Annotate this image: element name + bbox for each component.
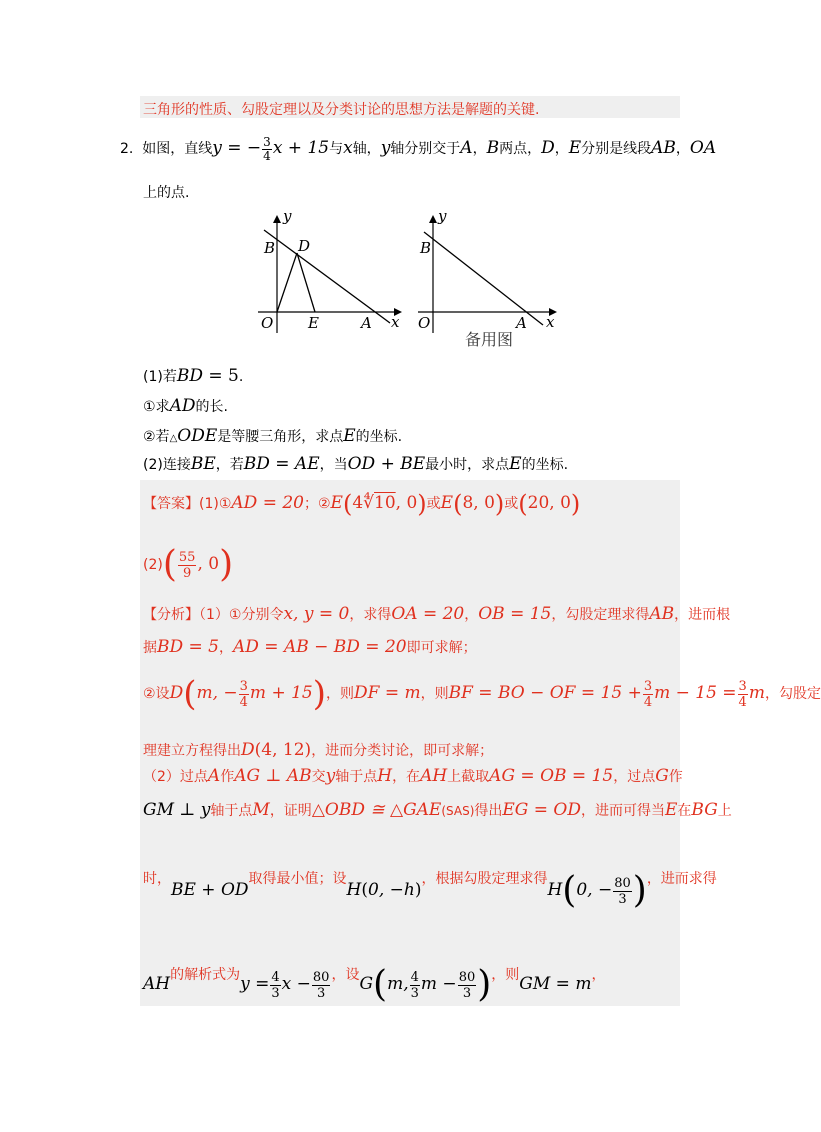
comma: ，	[675, 141, 690, 157]
x-var: x	[343, 138, 353, 158]
label-E: E	[308, 314, 319, 332]
point-E: E	[568, 138, 582, 158]
stem-text-d: 轴分别交于	[390, 141, 461, 157]
part-1: (1)若BD = 5.	[143, 366, 244, 386]
stem-text-b: 与	[329, 141, 344, 157]
segment-OA: OA	[689, 138, 717, 158]
stem-text-a: 如图，直线	[142, 141, 213, 157]
question-number: 2.	[120, 141, 134, 157]
label-A: A	[516, 314, 527, 332]
analysis-line-7: 时，BE + OD取得最小值；设H(0, −h)，根据勾股定理求得H(0, − $\frac{80}{3}$ )，进而求得	[143, 870, 717, 911]
part-1b: ②若△ODE是等腰三角形，求点E的坐标.	[143, 426, 403, 446]
analysis-line-3: ②设D(m, − $\frac{3}{4}$ m + 15)，则DF = m，则BF = BO − OF = 15 + $\frac{3}{4}$ m − 15 = $\frac{3}{4}$ m，勾股定	[143, 674, 821, 714]
stem-text-g: 上的点.	[143, 185, 190, 201]
line-AB	[264, 230, 390, 323]
label-y: y	[438, 207, 447, 225]
point-D: D	[541, 138, 555, 158]
comma: ，	[554, 141, 569, 157]
analysis-label: 【分析】	[143, 607, 199, 623]
analysis-line-8: AH的解析式为y = $\frac{4}{3}$ x − $\frac{80}{3}$ ，设G(m, $\frac{4}{3}$ m − $\frac{80}{3}$ )，则GM = m，	[143, 964, 606, 1005]
analysis-line-6: GM ⊥ y轴于点M，证明△OBD ≅ △GAE(SAS)得出EG = OD，进而可得当E在BG上	[143, 800, 732, 820]
segment-AB: AB	[651, 138, 676, 158]
label-O: O	[418, 314, 431, 332]
part-2: (2)连接BE，若BD = AE，当OD + BE最小时，求点E的坐标.	[143, 454, 569, 474]
y-axis-arrow	[429, 215, 437, 223]
stem-eq-y: y	[212, 138, 222, 158]
label-O: O	[261, 314, 274, 332]
question-stem	[120, 130, 716, 166]
figure-left	[250, 205, 410, 335]
y-var: y	[380, 138, 391, 158]
label-B: B	[420, 239, 432, 257]
comma: ，	[472, 141, 487, 157]
stem-text-e: 两点，	[499, 141, 542, 157]
analysis-line-2: 据BD = 5，AD = AB − BD = 20即可求解；	[143, 637, 477, 657]
figure-caption: 备用图	[465, 330, 514, 349]
stem-text-f: 分别是线段	[581, 141, 652, 157]
answer-line-1: 【答案】(1)①AD = 20；②E(4∜10, 0)或E(8, 0)或(20, 0)	[143, 490, 581, 518]
intro-text: 三角形的性质、勾股定理以及分类讨论的思想方法是解题的关键.	[143, 102, 540, 118]
segment-DE	[297, 253, 315, 312]
label-A: A	[361, 314, 372, 332]
answer-line-2: (2)( $\frac{55}{9}$ , 0)	[143, 544, 234, 585]
label-D: D	[298, 237, 311, 255]
stem-text-c: 轴，	[352, 141, 381, 157]
stem-fraction: $\frac{3}{4}$	[263, 134, 271, 163]
figure-right	[408, 205, 568, 353]
analysis-line-1: 【分析】（1）①分别令x, y = 0，求得OA = 20，OB = 15，勾股定理求得AB，进而根	[143, 604, 731, 624]
stem-eq-rest: x + 15	[272, 138, 330, 158]
analysis-line-5: （2）过点A作AG ⊥ AB交y轴于点H，在AH上截取AG = OB = 15，过点G作	[143, 766, 683, 786]
label-x: x	[391, 313, 400, 331]
point-B: B	[486, 138, 500, 158]
point-A: A	[460, 138, 473, 158]
line-AB	[424, 232, 543, 325]
analysis-line-4: 理建立方程得出D(4, 12)，进而分类讨论，即可求解；	[143, 740, 494, 760]
stem-eq-eq: = −	[221, 138, 262, 158]
label-y: y	[283, 207, 292, 225]
part-1a: ①求AD的长.	[143, 396, 228, 416]
y-axis-arrow	[273, 215, 281, 223]
answer-label: 【答案】	[143, 496, 199, 512]
label-B: B	[264, 239, 276, 257]
segment-OD	[277, 253, 297, 312]
label-x: x	[546, 313, 555, 331]
